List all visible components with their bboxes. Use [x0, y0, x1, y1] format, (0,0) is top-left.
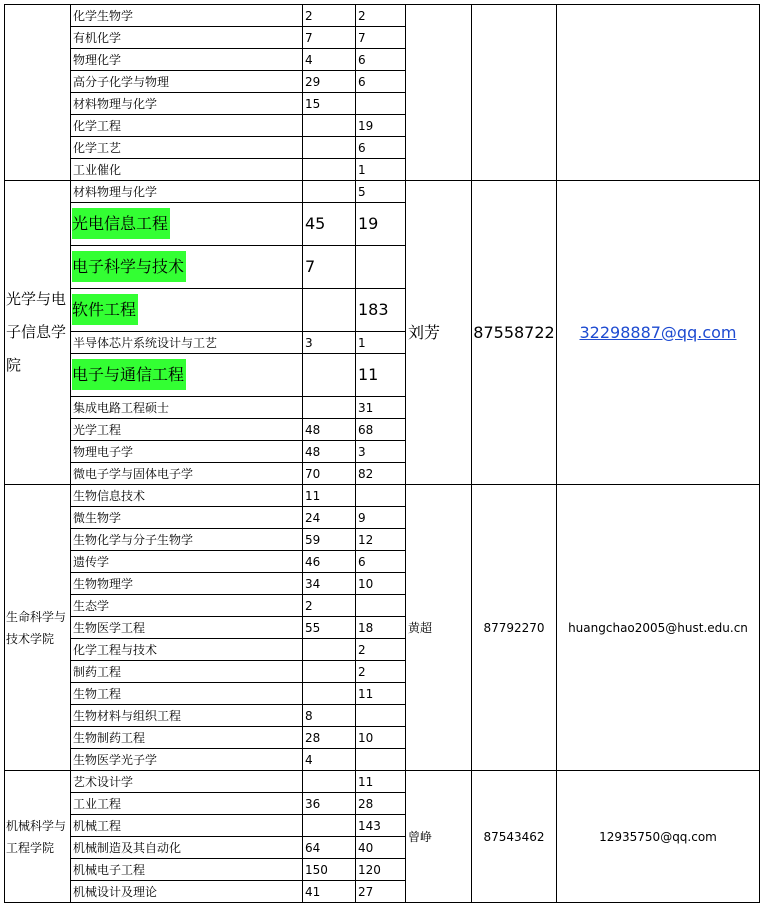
quota-b-cell: 2	[356, 661, 406, 683]
quota-a-cell: 7	[303, 27, 356, 49]
major-cell	[71, 815, 303, 837]
contact-name	[406, 5, 472, 181]
quota-b-cell	[356, 246, 406, 289]
quota-b-cell: 28	[356, 793, 406, 815]
quota-b-cell: 143	[356, 815, 406, 837]
quota-a-cell: 70	[303, 463, 356, 485]
quota-b-cell	[356, 595, 406, 617]
college-name: 光学与电子信息学院	[5, 181, 71, 485]
major-cell	[71, 551, 303, 573]
quota-a-cell	[303, 639, 356, 661]
major-cell	[71, 181, 303, 203]
college-name	[5, 5, 71, 181]
major-name: 微电子学与固体电子学	[73, 466, 194, 481]
major-name: 光电信息工程	[72, 208, 170, 239]
contact-phone: 87558722	[472, 181, 557, 485]
quota-b-cell: 11	[356, 354, 406, 397]
major-name: 电子与通信工程	[72, 359, 186, 390]
quota-a-cell: 34	[303, 573, 356, 595]
majors-table	[4, 4, 760, 903]
quota-a-cell	[303, 181, 356, 203]
quota-b-cell: 6	[356, 49, 406, 71]
table-row	[5, 5, 760, 27]
contact-name: 曾峥	[406, 771, 472, 903]
email-link[interactable]: 32298887@qq.com	[579, 322, 737, 342]
quota-a-cell: 4	[303, 49, 356, 71]
major-cell	[71, 639, 303, 661]
quota-b-cell: 6	[356, 551, 406, 573]
major-cell	[71, 507, 303, 529]
quota-b-cell: 68	[356, 419, 406, 441]
quota-b-cell: 10	[356, 727, 406, 749]
table-row	[5, 181, 760, 203]
contact-phone	[472, 5, 557, 181]
quota-b-cell: 6	[356, 137, 406, 159]
major-name: 机械设计及理论	[73, 884, 158, 899]
major-name: 光学工程	[73, 422, 122, 437]
contact-email-cell	[557, 181, 760, 485]
quota-b-cell: 10	[356, 573, 406, 595]
major-name: 高分子化学与物理	[73, 74, 170, 89]
major-cell	[71, 49, 303, 71]
quota-a-cell: 15	[303, 93, 356, 115]
quota-b-cell: 120	[356, 859, 406, 881]
major-cell	[71, 419, 303, 441]
quota-b-cell	[356, 93, 406, 115]
major-cell	[71, 463, 303, 485]
major-name: 遗传学	[73, 554, 110, 569]
major-cell	[71, 617, 303, 639]
major-cell	[71, 881, 303, 903]
quota-b-cell: 31	[356, 397, 406, 419]
quota-a-cell: 48	[303, 441, 356, 463]
quota-b-cell	[356, 705, 406, 727]
major-cell	[71, 115, 303, 137]
major-name: 生物化学与分子生物学	[73, 532, 194, 547]
quota-a-cell: 46	[303, 551, 356, 573]
major-name: 生物制药工程	[73, 730, 146, 745]
major-name: 生物工程	[73, 686, 122, 701]
contact-name: 黄超	[406, 485, 472, 771]
major-name: 机械电子工程	[73, 862, 146, 877]
quota-b-cell: 82	[356, 463, 406, 485]
quota-b-cell: 6	[356, 71, 406, 93]
quota-a-cell: 36	[303, 793, 356, 815]
quota-a-cell: 150	[303, 859, 356, 881]
major-name: 生物物理学	[73, 576, 134, 591]
quota-a-cell	[303, 397, 356, 419]
quota-b-cell: 5	[356, 181, 406, 203]
major-name: 化学生物学	[73, 8, 134, 23]
major-name: 机械制造及其自动化	[73, 840, 182, 855]
admissions-sheet	[4, 4, 759, 903]
quota-a-cell	[303, 815, 356, 837]
major-cell	[71, 573, 303, 595]
major-name: 生物医学工程	[73, 620, 146, 635]
quota-a-cell: 55	[303, 617, 356, 639]
contact-email-cell	[557, 771, 760, 903]
quota-b-cell: 183	[356, 289, 406, 332]
quota-a-cell	[303, 289, 356, 332]
major-cell	[71, 859, 303, 881]
major-cell	[71, 661, 303, 683]
major-name: 集成电路工程硕士	[73, 400, 170, 415]
quota-b-cell: 11	[356, 771, 406, 793]
quota-b-cell: 3	[356, 441, 406, 463]
quota-b-cell: 11	[356, 683, 406, 705]
email-text: 12935750@qq.com	[599, 829, 717, 844]
quota-b-cell: 40	[356, 837, 406, 859]
quota-a-cell	[303, 661, 356, 683]
major-name: 物理电子学	[73, 444, 134, 459]
quota-a-cell: 45	[303, 203, 356, 246]
college-name: 机械科学与工程学院	[5, 771, 71, 903]
quota-a-cell: 7	[303, 246, 356, 289]
major-name: 化学工程与技术	[73, 642, 158, 657]
quota-b-cell: 19	[356, 115, 406, 137]
major-cell	[71, 705, 303, 727]
quota-a-cell: 48	[303, 419, 356, 441]
major-name: 制药工程	[73, 664, 122, 679]
major-cell	[71, 71, 303, 93]
major-name: 生物医学光子学	[73, 752, 158, 767]
major-name: 微生物学	[73, 510, 122, 525]
quota-a-cell: 4	[303, 749, 356, 771]
quota-b-cell: 2	[356, 639, 406, 661]
major-cell	[71, 27, 303, 49]
quota-a-cell: 11	[303, 485, 356, 507]
quota-a-cell	[303, 683, 356, 705]
major-name: 生物信息技术	[73, 488, 146, 503]
major-cell	[71, 837, 303, 859]
quota-a-cell	[303, 159, 356, 181]
quota-a-cell: 59	[303, 529, 356, 551]
quota-a-cell: 2	[303, 5, 356, 27]
quota-b-cell: 7	[356, 27, 406, 49]
quota-a-cell: 41	[303, 881, 356, 903]
major-cell	[71, 529, 303, 551]
major-name: 物理化学	[73, 52, 122, 67]
quota-b-cell	[356, 485, 406, 507]
quota-a-cell: 29	[303, 71, 356, 93]
quota-a-cell: 3	[303, 332, 356, 354]
quota-b-cell: 18	[356, 617, 406, 639]
major-name: 电子科学与技术	[72, 251, 186, 282]
major-name: 工业工程	[73, 796, 122, 811]
quota-a-cell: 2	[303, 595, 356, 617]
major-cell	[71, 441, 303, 463]
contact-email-cell	[557, 485, 760, 771]
contact-name: 刘芳	[406, 181, 472, 485]
major-cell	[71, 137, 303, 159]
table-row	[5, 485, 760, 507]
quota-a-cell	[303, 354, 356, 397]
major-cell	[71, 93, 303, 115]
quota-b-cell	[356, 749, 406, 771]
major-name: 生态学	[73, 598, 110, 613]
major-name: 艺术设计学	[73, 774, 134, 789]
quota-a-cell: 64	[303, 837, 356, 859]
major-cell	[71, 727, 303, 749]
contact-phone: 87543462	[472, 771, 557, 903]
major-cell	[71, 354, 303, 397]
contact-email-cell	[557, 5, 760, 181]
major-cell	[71, 683, 303, 705]
major-name: 材料物理与化学	[73, 184, 158, 199]
quota-b-cell: 27	[356, 881, 406, 903]
major-cell	[71, 203, 303, 246]
major-name: 机械工程	[73, 818, 122, 833]
quota-a-cell: 24	[303, 507, 356, 529]
major-cell	[71, 771, 303, 793]
quota-b-cell: 19	[356, 203, 406, 246]
major-cell	[71, 485, 303, 507]
college-name: 生命科学与技术学院	[5, 485, 71, 771]
major-cell	[71, 397, 303, 419]
major-cell	[71, 289, 303, 332]
major-cell	[71, 246, 303, 289]
major-name: 生物材料与组织工程	[73, 708, 182, 723]
quota-a-cell	[303, 771, 356, 793]
major-cell	[71, 332, 303, 354]
major-cell	[71, 749, 303, 771]
quota-a-cell: 28	[303, 727, 356, 749]
email-text: huangchao2005@hust.edu.cn	[568, 620, 748, 635]
major-cell	[71, 595, 303, 617]
major-cell	[71, 159, 303, 181]
major-name: 化学工程	[73, 118, 122, 133]
major-name: 化学工艺	[73, 140, 122, 155]
major-name: 有机化学	[73, 30, 122, 45]
quota-a-cell	[303, 137, 356, 159]
major-name: 材料物理与化学	[73, 96, 158, 111]
quota-b-cell: 9	[356, 507, 406, 529]
quota-b-cell: 12	[356, 529, 406, 551]
major-cell	[71, 5, 303, 27]
major-name: 软件工程	[72, 294, 138, 325]
contact-phone: 87792270	[472, 485, 557, 771]
quota-b-cell: 2	[356, 5, 406, 27]
major-name: 工业催化	[73, 162, 122, 177]
major-name: 半导体芯片系统设计与工艺	[73, 335, 218, 350]
table-row	[5, 771, 760, 793]
quota-a-cell	[303, 115, 356, 137]
quota-a-cell: 8	[303, 705, 356, 727]
quota-b-cell: 1	[356, 159, 406, 181]
quota-b-cell: 1	[356, 332, 406, 354]
major-cell	[71, 793, 303, 815]
